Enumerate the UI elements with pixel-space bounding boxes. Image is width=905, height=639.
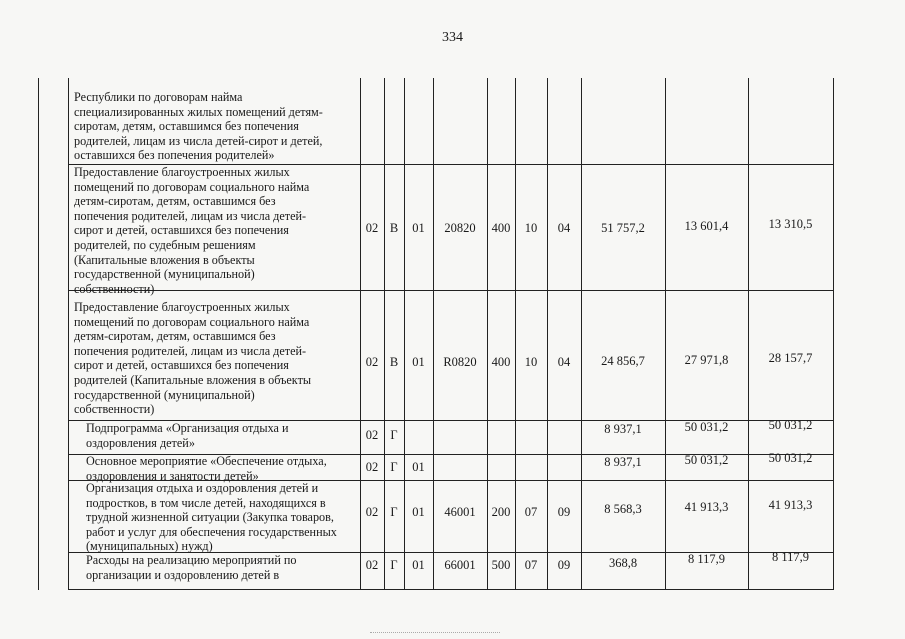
row-value-2: 8 117,9 xyxy=(687,552,726,566)
row-code-5: 500 xyxy=(491,558,511,572)
row-code-2: В xyxy=(389,355,399,369)
row-code-1: 02 xyxy=(365,221,379,235)
row-code-4: 66001 xyxy=(444,558,476,572)
row-code-6: 10 xyxy=(524,221,538,235)
row-code-2: В xyxy=(389,221,399,235)
row-name: Основное мероприятие «Обеспечение отдыха, оздоровления и занятости детей» xyxy=(86,454,327,483)
row-name: Подпрограмма «Организация отдыха и оздоровления детей» xyxy=(86,421,289,450)
col-line xyxy=(748,78,749,590)
row-code-6: 07 xyxy=(524,558,538,572)
row-value-2: 50 031,2 xyxy=(684,453,729,467)
row-code-5: 200 xyxy=(491,505,511,519)
row-code-1: 02 xyxy=(365,505,379,519)
row-code-3: 01 xyxy=(412,460,425,474)
col-line xyxy=(68,78,69,590)
row-value-2: 50 031,2 xyxy=(684,420,729,434)
row-value-3: 50 031,2 xyxy=(768,418,813,432)
row-code-1: 02 xyxy=(365,558,379,572)
page-number: 334 xyxy=(442,30,463,45)
row-value-2: 41 913,3 xyxy=(684,500,729,514)
row-value-1: 24 856,7 xyxy=(601,354,645,368)
row-code-3: 01 xyxy=(412,355,425,369)
row-name: Расходы на реализацию мероприятий по организации и оздоровлению детей в xyxy=(86,553,297,582)
budget-table xyxy=(38,78,868,590)
row-code-1: 02 xyxy=(365,355,379,369)
row-code-4: 20820 xyxy=(444,221,476,235)
row-code-1: 02 xyxy=(365,460,379,474)
row-value-3: 50 031,2 xyxy=(768,451,813,465)
row-name: Предоставление благоустроенных жилых помещений по договорам социального найма детям-сиротам, детям, оставшимся без попечения родителей, лицам из числа детей- сирот и детей, оставшихся без попечения родителей, по судебным решениям (Капитальные вложения в объекты государственной (муниципальной) собственности) xyxy=(74,165,310,296)
row-code-5: 400 xyxy=(491,221,511,235)
row-value-3: 41 913,3 xyxy=(768,498,813,512)
row-code-1: 02 xyxy=(365,428,379,442)
row-code-2: Г xyxy=(390,505,398,519)
row-name: Предоставление благоустроенных жилых помещений по договорам социального найма детям-сиротам, детям, оставшимся без попечения родителей, лицам из числа детей- сирот и детей, оставшихся без попечения родителей (Капитальные вложения в объекты государственной (муниципальной) собственности) xyxy=(74,300,312,417)
row-name: Организация отдыха и оздоровления детей и подростков, в том числе детей, находящихся в трудной жизненной ситуации (Закупка товаров, работ и услуг для обеспечения государственных (муниципальных) нужд) xyxy=(86,481,337,554)
row-code-7: 04 xyxy=(557,221,571,235)
row-value-3: 13 310,5 xyxy=(768,217,813,231)
col-line xyxy=(38,78,39,590)
row-code-5: 400 xyxy=(491,355,511,369)
row-code-2: Г xyxy=(390,558,398,572)
row-code-3: 01 xyxy=(412,505,425,519)
row-code-7: 09 xyxy=(557,558,571,572)
row-value-1: 8 937,1 xyxy=(604,422,642,436)
row-code-6: 10 xyxy=(524,355,538,369)
row-value-1: 368,8 xyxy=(608,556,638,570)
row-code-7: 04 xyxy=(557,355,571,369)
row-value-2: 13 601,4 xyxy=(684,219,729,233)
row-line xyxy=(68,589,833,590)
row-name: Республики по договорам найма специализированных жилых помещений детям- сиротам, детям, оставшимся без попечения родителей, лицам из числа детей-сирот и детей, оставшихся без попечения родителей» xyxy=(74,90,323,163)
row-code-4: 46001 xyxy=(444,505,476,519)
row-value-1: 51 757,2 xyxy=(601,221,645,235)
row-code-6: 07 xyxy=(524,505,538,519)
row-code-2: Г xyxy=(390,428,398,442)
row-code-7: 09 xyxy=(557,505,571,519)
row-value-1: 8 568,3 xyxy=(604,502,642,516)
scan-artifact xyxy=(370,632,500,634)
row-value-3: 28 157,7 xyxy=(768,351,813,365)
row-value-2: 27 971,8 xyxy=(684,353,729,367)
row-code-3: 01 xyxy=(412,558,425,572)
col-line xyxy=(833,78,834,590)
row-value-1: 8 937,1 xyxy=(604,455,642,469)
row-code-3: 01 xyxy=(412,221,425,235)
row-value-3: 8 117,9 xyxy=(771,550,810,564)
row-code-4: R0820 xyxy=(443,355,477,369)
row-code-2: Г xyxy=(390,460,398,474)
